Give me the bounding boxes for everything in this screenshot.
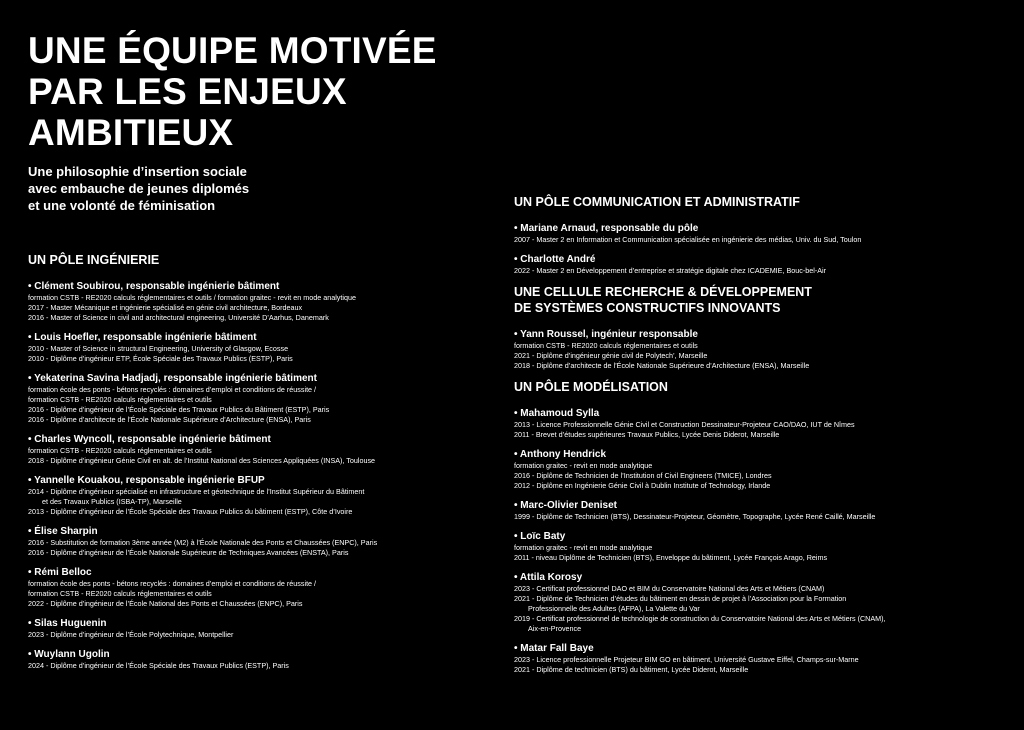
people-list	[28, 280, 498, 671]
member-credential: formation CSTB - RE2020 calculs réglementaires et outils	[514, 341, 698, 350]
member-name: • Marc-Olivier Deniset	[514, 500, 617, 511]
people-list	[514, 222, 1014, 276]
member-name: • Silas Huguenin	[28, 618, 107, 629]
member-name: • Rémi Belloc	[28, 567, 92, 578]
team-member	[28, 617, 498, 640]
people-list	[514, 407, 1014, 675]
section-title: UN PÔLE INGÉNIERIE	[28, 253, 160, 267]
member-credential: 2018 - Diplôme d’architecte de l’École Nationale Supérieure d’Architecture (ENSA), Marseille	[514, 361, 810, 370]
team-member	[28, 372, 498, 425]
member-name: • Wuylann Ugolin	[28, 649, 110, 660]
member-credential: 2023 - Certificat professionnel DAO et BIM du Conservatoire National des Arts et Métiers (CNAM)	[514, 584, 825, 593]
member-credential: 2021 - Diplôme d’ingénieur génie civil de Polytech’, Marseille	[514, 351, 708, 360]
member-credential: 2022 - Master 2 en Développement d’entreprise et stratégie digitale chez ICADEMIE, Bouc-bel-Air	[514, 266, 827, 275]
team-member	[514, 407, 1014, 440]
member-credential: 2010 - Master of Science in structural Engineering, University of Glasgow, Ecosse	[28, 344, 289, 353]
member-credential: formation CSTB - RE2020 calculs réglementaires et outils	[28, 446, 212, 455]
section-title-line: UNE CELLULE RECHERCHE & DÉVELOPPEMENT	[514, 285, 812, 299]
team-member	[514, 328, 1014, 371]
team-member	[28, 474, 498, 517]
team-member	[514, 642, 1014, 675]
member-credential: 2022 - Diplôme d’ingénieur de l’École National des Ponts et Chaussées (ENPC), Paris	[28, 599, 303, 608]
member-name: • Charlotte André	[514, 254, 596, 265]
member-credential: 2016 - Substitution de formation 3ème année (M2) à l’École Nationale des Ponts et Chaussées (ENPC), Paris	[28, 538, 378, 547]
member-name: • Matar Fall Baye	[514, 643, 594, 654]
title-line: AMBITIEUX	[28, 112, 234, 153]
member-credential: 2024 - Diplôme d’ingénieur de l’École Spéciale des Travaux Publics (ESTP), Paris	[28, 661, 289, 670]
team-member	[514, 571, 1014, 634]
section-modelisation	[514, 379, 1014, 675]
member-credential: 2017 - Master Mécanique et ingénierie spécialisé en génie civil architecture, Bordeaux	[28, 303, 303, 312]
member-credential: Professionnelle des Adultes (AFPA), La Valette du Var	[528, 604, 700, 613]
team-member	[514, 499, 1014, 522]
page-title	[28, 30, 498, 153]
member-name: • Louis Hoefler, responsable ingénierie bâtiment	[28, 332, 257, 343]
member-name: • Yann Roussel, ingénieur responsable	[514, 329, 698, 340]
member-credential: 2016 - Diplôme d’ingénieur de l’École Nationale Supérieure de Techniques Avancées (ENSTA), Paris	[28, 548, 349, 557]
member-credential: formation CSTB - RE2020 calculs réglementaires et outils	[28, 589, 212, 598]
team-member	[514, 253, 1014, 276]
member-name: • Yekaterina Savina Hadjadj, responsable ingénierie bâtiment	[28, 373, 317, 384]
title-line: UNE ÉQUIPE MOTIVÉE	[28, 30, 437, 71]
member-credential: 2011 - niveau Diplôme de Technicien (BTS), Enveloppe du bâtiment, Lycée François Arago, Reims	[514, 553, 828, 562]
member-credential: 2013 - Diplôme d’ingénieur de l’École Spéciale des Travaux Publics du bâtiment (ESTP), Côte d’Ivoire	[28, 507, 353, 516]
team-member	[28, 566, 498, 609]
member-name: • Attila Korosy	[514, 572, 583, 583]
member-credential: 2013 - Licence Professionnelle Génie Civil et Construction Dessinateur-Projeteur CAO/DAO, IUT de Nîmes	[514, 420, 855, 429]
team-member	[514, 448, 1014, 491]
member-credential: Aix-en-Provence	[528, 624, 582, 633]
member-credential: 2021 - Diplôme de technicien (BTS) du bâtiment, Lycée Diderot, Marseille	[514, 665, 749, 674]
member-credential: 2011 - Brevet d’études supérieures Travaux Publics, Lycée Denis Diderot, Marseille	[514, 430, 780, 439]
section-title: UN PÔLE COMMUNICATION ET ADMINISTRATIF	[514, 195, 800, 209]
member-credential: 2023 - Diplôme d’ingénieur de l’École Polytechnique, Montpellier	[28, 630, 234, 639]
member-credential: formation école des ponts - bétons recyclés : domaines d’emploi et conditions de réussite /	[28, 579, 317, 588]
left-column	[28, 252, 498, 679]
member-name: • Anthony Hendrick	[514, 449, 607, 460]
member-name: • Loïc Baty	[514, 531, 566, 542]
member-name: • Élise Sharpin	[28, 526, 98, 537]
team-member	[28, 525, 498, 558]
member-credential: formation CSTB - RE2020 calculs réglementaires et outils / formation graitec - revit en mode analytique	[28, 293, 356, 302]
member-name: • Charles Wyncoll, responsable ingénierie bâtiment	[28, 434, 271, 445]
section-communication	[514, 194, 1014, 276]
member-credential: formation CSTB - RE2020 calculs réglementaires et outils	[28, 395, 212, 404]
member-credential: formation graitec - revit en mode analytique	[514, 543, 653, 552]
member-credential: 2019 - Certificat professionnel de technologie de construction du Conservatoire National des Arts et Métiers (CNAM),	[514, 614, 886, 623]
member-name: • Yannelle Kouakou, responsable ingénierie BFUP	[28, 475, 265, 486]
subtitle-line: Une philosophie d’insertion sociale	[28, 164, 247, 179]
section-title-line: DE SYSTÈMES CONSTRUCTIFS INNOVANTS	[514, 301, 781, 315]
right-column	[514, 194, 1014, 683]
title-line: PAR LES ENJEUX	[28, 71, 347, 112]
member-name: • Clément Soubirou, responsable ingénierie bâtiment	[28, 281, 280, 292]
member-credential: 1999 - Diplôme de Technicien (BTS), Dessinateur-Projeteur, Géomètre, Topographe, Lycée René Caillé, Marseille	[514, 512, 876, 521]
team-member	[28, 648, 498, 671]
member-credential: formation graitec - revit en mode analytique	[514, 461, 653, 470]
team-member	[514, 530, 1014, 563]
member-credential: 2016 - Master of Science in civil and architectural engineering, Université D’Aarhus, Danemark	[28, 313, 329, 322]
member-credential: formation école des ponts - bétons recyclés : domaines d’emploi et conditions de réussite /	[28, 385, 317, 394]
team-member	[28, 280, 498, 323]
section-ingenierie	[28, 252, 498, 671]
section-title: UN PÔLE MODÉLISATION	[514, 380, 668, 394]
member-credential: 2016 - Diplôme d’architecte de l’École Nationale Supérieure d’Architecture (ENSA), Paris	[28, 415, 311, 424]
team-member	[28, 433, 498, 466]
member-credential: 2018 - Diplôme d’ingénieur Génie Civil en alt. de l’Institut National des Sciences Appliquées (INSA), Toulouse	[28, 456, 376, 465]
subtitle-line: avec embauche de jeunes diplomés	[28, 181, 250, 196]
member-credential: 2007 - Master 2 en Information et Communication spécialisée en ingénierie des médias, Univ. du Sud, Toulon	[514, 235, 862, 244]
people-list	[514, 328, 1014, 371]
section-recherche	[514, 284, 1014, 371]
subtitle-line: et une volonté de féminisation	[28, 198, 216, 213]
member-credential: 2023 - Licence professionnelle Projeteur BIM GO en bâtiment, Université Gustave Eiffel, Champs-sur-Marne	[514, 655, 859, 664]
member-name: • Mariane Arnaud, responsable du pôle	[514, 223, 699, 234]
team-member	[514, 222, 1014, 245]
page-subtitle	[28, 163, 448, 214]
member-credential: 2021 - Diplôme de Technicien d’études du bâtiment en dessin de projet à l’Association pour la Formation	[514, 594, 847, 603]
member-credential: 2012 - Diplôme en Ingénierie Génie Civil à Dublin Institute of Technology, Irlande	[514, 481, 771, 490]
member-credential: 2014 - Diplôme d’ingénieur spécialisé en infrastructure et géotechnique de l’Institut Supérieur du Bâtiment	[28, 487, 365, 496]
member-credential: 2016 - Diplôme d’ingénieur de l’École Spéciale des Travaux Publics du Bâtiment (ESTP), Paris	[28, 405, 330, 414]
member-credential: et des Travaux Publics (ISBA-TP), Marseille	[42, 497, 182, 506]
section-title	[514, 284, 1014, 316]
member-credential: 2010 - Diplôme d’ingénieur ETP, École Spéciale des Travaux Publics (ESTP), Paris	[28, 354, 293, 363]
member-name: • Mahamoud Sylla	[514, 408, 600, 419]
team-member	[28, 331, 498, 364]
member-credential: 2016 - Diplôme de Technicien de l’Institution of Civil Engineers (TMICE), Londres	[514, 471, 772, 480]
